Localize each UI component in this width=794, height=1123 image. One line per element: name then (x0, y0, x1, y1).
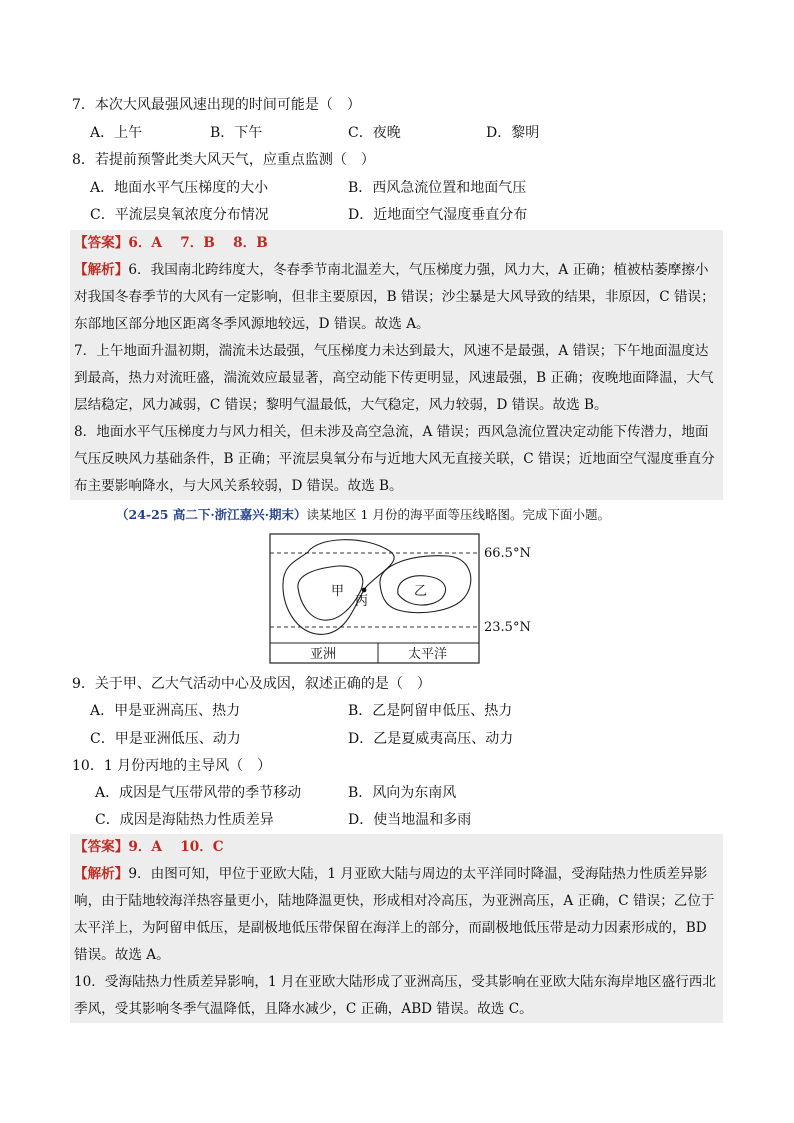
analysis-line: 7．上午地面升温初期，湍流未达最强，气压梯度力未达到最大，风速不是最强，A 错误；下午地面温度达 (74, 343, 709, 359)
region-label-pacific: 太平洋 (408, 647, 448, 662)
analysis-text: 9．由图可知，甲位于亚欧大陆，1 月亚欧大陆与周边的太平洋同时降温，受海陆热力性质差异影 (128, 866, 708, 882)
label-bing: 丙 (355, 594, 369, 609)
question-10-option-b: B．风向为东南风 (348, 785, 457, 801)
analysis-text: 6．我国南北跨纬度大，冬春季节南北温差大，气压梯度力强，风力大，A 正确；植被枯萎摩擦小 (128, 262, 709, 278)
answer-text: 6．A 7．B 8．B (128, 235, 268, 251)
question-9-option-b: B．乙是阿留申低压、热力 (348, 703, 513, 719)
analysis-line (74, 257, 723, 284)
answer-tag: 【答案】 (74, 839, 129, 855)
question-9-stem: 9．关于甲、乙大气活动中心及成因，叙述正确的是（ ） (72, 676, 431, 692)
question-8-option-a: A．地面水平气压梯度的大小 (90, 180, 269, 196)
question-9-option-a: A．甲是亚洲高压、热力 (90, 703, 241, 719)
question-10-option-c: C．成因是海陆热力性质差异 (95, 812, 274, 828)
analysis-tag: 【解析】 (74, 866, 129, 882)
question-7-option-c: C．夜晚 (348, 125, 401, 141)
analysis-line: 到最高，热力对流旺盛，湍流效应最显著，高空动能下传更明显，风速最强，B 正确；夜晚地面降温，大气 (74, 370, 714, 386)
answer-tag: 【答案】 (74, 235, 129, 251)
latitude-label-bottom: 23.5°N (484, 620, 531, 635)
analysis-line: 太平洋上，为阿留申低压，是副极地低压带保留在海洋上的部分，而副极地低压带是动力因素形成的，BD (74, 920, 707, 936)
question-8-option-c: C．平流层臭氧浓度分布情况 (90, 207, 269, 223)
analysis-tag: 【解析】 (74, 262, 129, 278)
latitude-label-top: 66.5°N (484, 546, 531, 561)
analysis-line: 10．受海陆热力性质差异影响，1 月在亚欧大陆形成了亚洲高压，受其影响在亚欧大陆东海岸地区盛行西北 (74, 974, 716, 990)
analysis-line (74, 861, 723, 888)
source-text: 读某地区 1 月份的海平面等压线略图。完成下面小题。 (306, 507, 610, 522)
label-jia: 甲 (331, 584, 345, 599)
analysis-line: 错误。故选 A。 (74, 947, 170, 963)
analysis-line: 层结稳定，风力减弱，C 错误；黎明气温最低，大气稳定，风力较弱，D 错误。故选 B。 (74, 397, 608, 413)
region-label-asia: 亚洲 (310, 647, 337, 662)
question-7-option-a: A．上午 (90, 125, 143, 141)
analysis-line: 8．地面水平气压梯度力与风力相关，但未涉及高空急流，A 错误；西风急流位置决定动能下传潜力，地面 (74, 424, 709, 440)
analysis-line: 季风，受其影响冬季气温降低，且降水减少，C 正确，ABD 错误。故选 C。 (74, 1001, 533, 1017)
question-9-option-c: C．甲是亚洲低压、动力 (90, 731, 241, 747)
label-yi: 乙 (414, 584, 428, 599)
answer-analysis-block-1 (70, 230, 723, 500)
source-tag: （24-25 高二下·浙江嘉兴·期末） (116, 507, 307, 522)
question-10-stem: 10．1 月份丙地的主导风（ ） (72, 758, 272, 774)
question-8-option-b: B．西风急流位置和地面气压 (348, 180, 527, 196)
analysis-line: 响，由于陆地较海洋热容量更小，陆地降温更快，形成相对冷高压，为亚洲高压，A 正确，C 错误；乙位于 (74, 893, 715, 909)
analysis-line: 东部地区部分地区距离冬季风源地较远，D 错误。故选 A。 (74, 316, 430, 332)
question-source-line (116, 506, 610, 524)
question-7-stem: 7．本次大风最强风速出现的时间可能是（ ） (72, 97, 361, 113)
question-10-option-a: A．成因是气压带风带的季节移动 (95, 785, 302, 801)
answer-row-2 (74, 834, 723, 861)
question-8-option-d: D．近地面空气湿度垂直分布 (348, 207, 528, 223)
analysis-line: 气压反映风力基础条件，B 正确；平流层臭氧分布与近地大风无直接关联，C 错误；近地面空气湿度垂直分 (74, 451, 715, 467)
question-7-option-b: B．下午 (210, 125, 263, 141)
question-8-stem: 8．若提前预警此类大风天气，应重点监测（ ） (72, 152, 375, 168)
answer-analysis-block-2 (70, 834, 723, 1023)
isobar-map-figure (268, 532, 530, 666)
analysis-line: 对我国冬春季节的大风有一定影响，但非主要原因，B 错误；沙尘暴是大风导致的结果，非原因，C 错误； (74, 289, 715, 305)
analysis-line: 布主要影响降水，与大风关系较弱，D 错误。故选 B。 (74, 478, 403, 494)
answer-row-1 (74, 230, 723, 257)
point-bing (362, 588, 367, 593)
question-9-option-d: D．乙是夏威夷高压、动力 (348, 731, 514, 747)
question-7-option-d: D．黎明 (486, 125, 540, 141)
answer-text: 9．A 10．C (128, 839, 224, 855)
question-10-option-d: D．使当地温和多雨 (348, 812, 472, 828)
